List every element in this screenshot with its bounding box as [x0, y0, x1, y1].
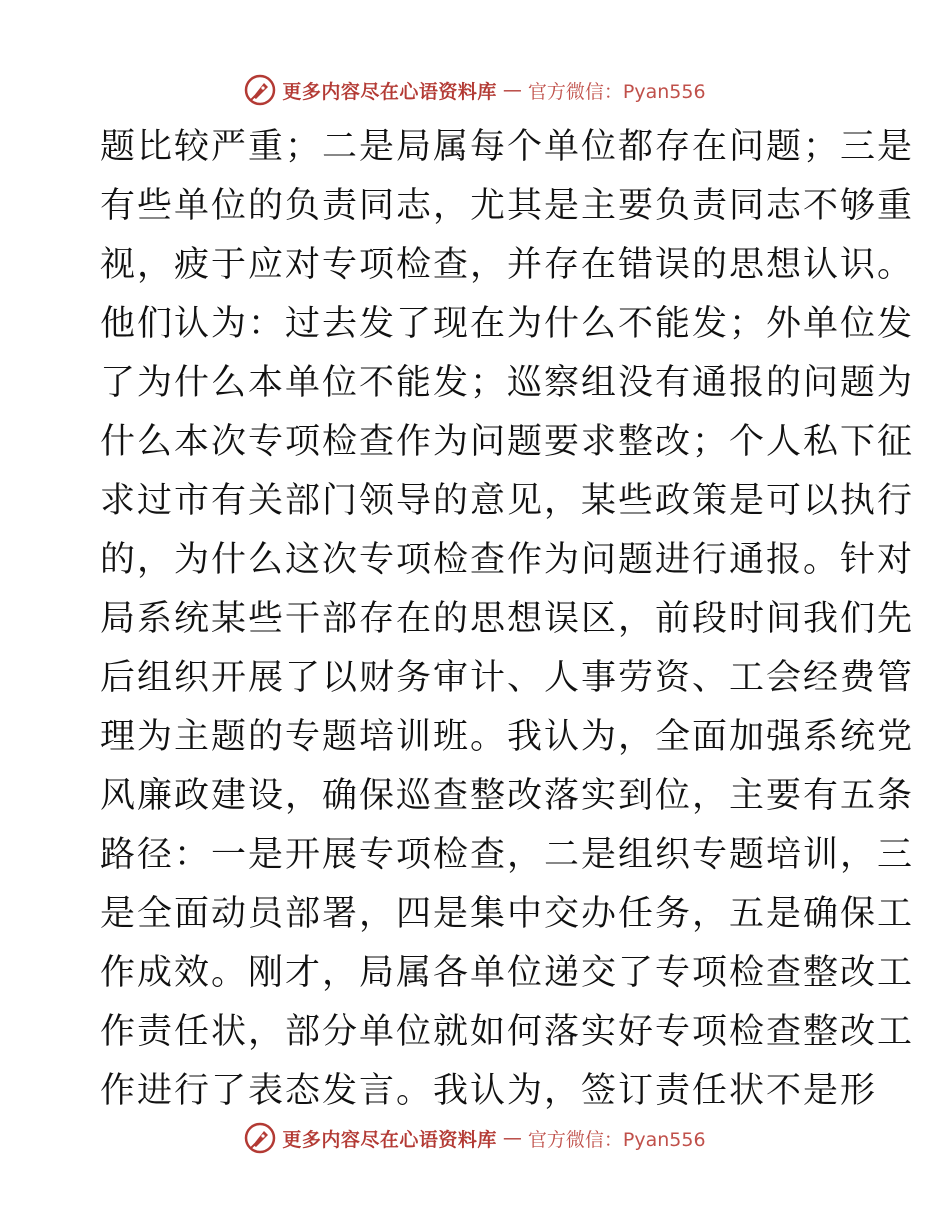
footer-separator: — — [502, 1127, 522, 1149]
text-line: 后组织开展了以财务审计、人事劳资、工会经费管 — [100, 658, 915, 698]
header-site-text: 更多内容尽在心语资料库 — [282, 80, 497, 103]
text-line: 有些单位的负责同志，尤其是主要负责同志不够重 — [100, 186, 915, 226]
text-line: 风廉政建设，确保巡查整改落实到位，主要有五条 — [100, 776, 915, 816]
text-line: 局系统某些干部存在的思想误区，前段时间我们先 — [100, 599, 915, 639]
footer-site-text: 更多内容尽在心语资料库 — [282, 1128, 497, 1151]
header-wechat-text: 官方微信：Pyan556 — [527, 80, 706, 103]
text-line: 作进行了表态发言。我认为，签订责任状不是形 — [100, 1071, 878, 1111]
pen-nib-logo-icon — [244, 1122, 276, 1154]
text-line: 了为什么本单位不能发；巡察组没有通报的问题为 — [100, 363, 915, 403]
text-line: 理为主题的专题培训班。我认为，全面加强系统党 — [100, 717, 915, 757]
document-body — [100, 118, 915, 1121]
text-line: 题比较严重；二是局属每个单位都存在问题；三是 — [100, 127, 915, 167]
footer-banner — [0, 1118, 950, 1158]
text-line: 路径：一是开展专项检查，二是组织专题培训，三 — [100, 835, 915, 875]
pen-nib-logo-icon — [244, 74, 276, 106]
header-banner-inner — [244, 74, 705, 106]
text-line: 视，疲于应对专项检查，并存在错误的思想认识。 — [100, 245, 915, 285]
footer-wechat-text: 官方微信：Pyan556 — [527, 1128, 706, 1151]
text-line: 的，为什么这次专项检查作为问题进行通报。针对 — [100, 540, 915, 580]
text-line: 求过市有关部门领导的意见，某些政策是可以执行 — [100, 481, 915, 521]
text-line: 他们认为：过去发了现在为什么不能发；外单位发 — [100, 304, 915, 344]
footer-banner-inner — [244, 1122, 705, 1154]
text-line: 什么本次专项检查作为问题要求整改；个人私下征 — [100, 422, 915, 462]
text-line: 作责任状，部分单位就如何落实好专项检查整改工 — [100, 1012, 915, 1052]
header-separator: — — [502, 79, 522, 101]
text-line: 是全面动员部署，四是集中交办任务，五是确保工 — [100, 894, 915, 934]
text-line: 作成效。刚才，局属各单位递交了专项检查整改工 — [100, 953, 915, 993]
header-banner — [0, 70, 950, 110]
